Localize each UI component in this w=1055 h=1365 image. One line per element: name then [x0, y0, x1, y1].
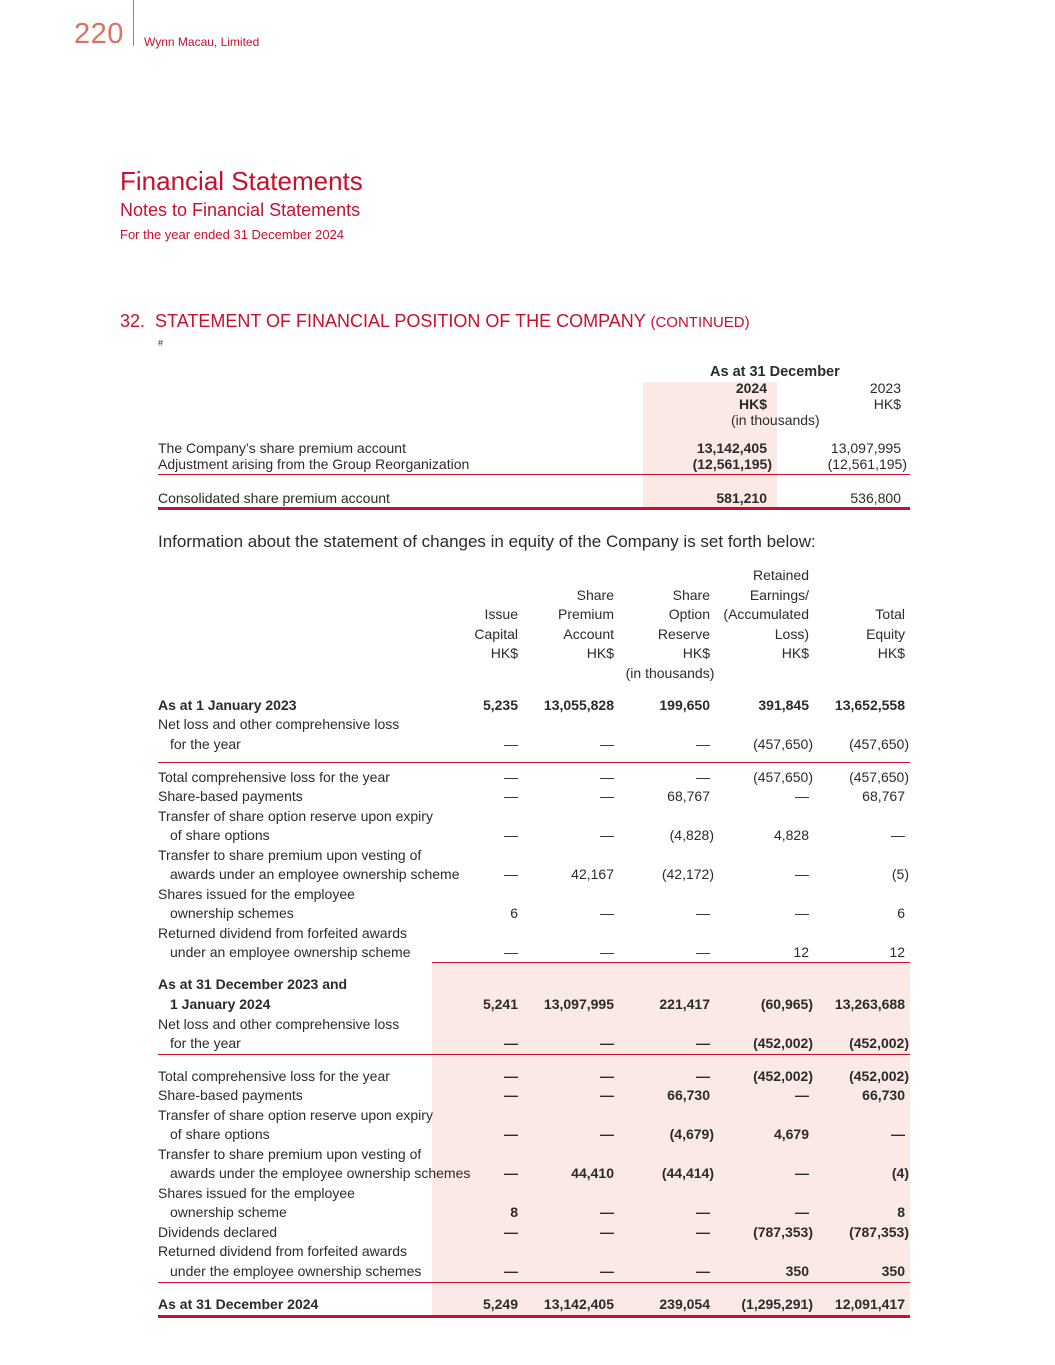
table1-unit: (in thousands) — [731, 412, 820, 428]
table2-row-label-continued: of share options — [170, 1126, 270, 1142]
table2-row-label-continued: awards under the employee ownership schemes — [170, 1165, 471, 1181]
table2-cell: — — [696, 1068, 710, 1084]
table2-column-header: Issue — [484, 606, 518, 622]
table2-column-header: Loss) — [774, 625, 809, 642]
table2-row-label: Net loss and other comprehensive loss — [158, 716, 400, 732]
table2-column-header: Share — [576, 586, 614, 603]
table2-cell: 4,679 — [773, 1126, 809, 1142]
table2-cell: 8 — [897, 1204, 905, 1220]
table2-column-header: Share — [672, 586, 710, 603]
table2-row-label-continued: under the employee ownership schemes — [170, 1263, 422, 1279]
table1-total-2023: 536,800 — [850, 490, 901, 506]
table2-column-header: Retained — [752, 567, 809, 583]
table2-cell: — — [504, 866, 518, 882]
table2-row-label: Total comprehensive loss for the year — [158, 769, 390, 785]
table2-row-label-continued: ownership scheme — [170, 1204, 287, 1220]
table2-cell: 5,235 — [482, 697, 518, 713]
table2-cell: (787,353) — [753, 1224, 813, 1240]
table2-cell: — — [600, 788, 614, 804]
table2-cell: (42,172) — [661, 866, 714, 882]
table2-unit: (in thousands) — [625, 665, 715, 681]
table2-cell: — — [891, 827, 905, 843]
table2-cell: (457,650) — [753, 736, 813, 752]
table2-cell: 13,263,688 — [834, 996, 905, 1012]
table2-cell: 239,054 — [659, 1296, 710, 1312]
table2-row-label: Shares issued for the employee — [158, 1185, 355, 1201]
table2-rule — [158, 1054, 910, 1055]
table2-cell: 12 — [889, 944, 905, 960]
table1-total-label: Consolidated share premium account — [158, 490, 390, 506]
table2-column-header: Earnings/ — [749, 586, 809, 603]
table2-row-label-continued: under an employee ownership scheme — [170, 944, 411, 960]
table2-cell: 6 — [897, 905, 905, 921]
table2-cell: (452,002) — [753, 1068, 813, 1084]
table1-currency-2024: HK$ — [738, 396, 767, 412]
table2-column-header: Capital — [474, 625, 518, 642]
page-title: Financial Statements — [120, 166, 363, 196]
table2-cell: (44,414) — [661, 1165, 714, 1181]
footnote-marker: # — [158, 338, 164, 348]
table2-column-header: Option — [668, 606, 710, 622]
table2-cell: — — [504, 1087, 518, 1103]
table2-cell: — — [795, 1087, 809, 1103]
table2-cell: (787,353) — [849, 1224, 909, 1240]
note-number: 32. — [120, 311, 146, 331]
table2-cell: — — [696, 736, 710, 752]
table2-column-header: Reserve — [657, 625, 710, 642]
table2-cell: (4) — [891, 1165, 909, 1181]
table2-cell: 42,167 — [571, 866, 614, 882]
table2-row-label: Returned dividend from forfeited awards — [158, 925, 408, 941]
table2-row-label-continued: 1 January 2024 — [170, 996, 271, 1012]
table2-row-label-continued: ownership schemes — [170, 905, 294, 921]
table2-cell: 5,249 — [482, 1296, 518, 1312]
table2-cell: 4,828 — [773, 827, 809, 843]
table2-cell: 12 — [793, 944, 809, 960]
table2-cell: — — [600, 736, 614, 752]
table2-cell: 221,417 — [659, 996, 710, 1012]
table2-cell: 66,730 — [862, 1087, 905, 1103]
table2-cell: (5) — [891, 866, 909, 882]
table2-cell: — — [600, 769, 614, 785]
table2-row-label: Transfer to share premium upon vesting of — [158, 847, 422, 863]
table2-cell: — — [504, 1263, 518, 1279]
page-number: 220 — [74, 18, 124, 50]
table2-cell: — — [600, 944, 614, 960]
table2-cell: — — [504, 827, 518, 843]
table2-column-header: Total — [875, 606, 905, 622]
table2-cell: — — [504, 788, 518, 804]
table2-cell: — — [504, 1165, 518, 1181]
table2-cell: 350 — [881, 1263, 905, 1279]
table2-cell: — — [600, 1087, 614, 1103]
table1-total-2024: 581,210 — [716, 490, 767, 506]
table2-cell: — — [696, 1224, 710, 1240]
table2-cell: (457,650) — [753, 769, 813, 785]
table2-rule — [158, 1282, 910, 1283]
table2-cell: — — [795, 1165, 809, 1181]
table2-cell: — — [504, 736, 518, 752]
table2-row-label-continued: of share options — [170, 827, 270, 843]
table2-cell: (452,002) — [849, 1035, 909, 1051]
table2-cell: — — [600, 1224, 614, 1240]
table2-row-label: Share-based payments — [158, 1087, 303, 1103]
table2-cell: 13,097,995 — [543, 996, 614, 1012]
table1-subtotal-rule — [158, 474, 910, 475]
table2-cell: — — [795, 866, 809, 882]
table2-cell: 12,091,417 — [834, 1296, 905, 1312]
table2-column-header: Account — [563, 625, 614, 642]
table1-row-value-2023: (12,561,195) — [827, 456, 907, 472]
table2-cell: — — [696, 905, 710, 921]
table2-row-label: Transfer of share option reserve upon expiry — [158, 808, 433, 824]
table2-row-label: Dividends declared — [158, 1224, 278, 1240]
table2-cell: — — [600, 1035, 614, 1051]
table2-cell: 44,410 — [571, 1165, 614, 1181]
table2-cell: 13,142,405 — [543, 1296, 614, 1312]
table2-cell: (60,965) — [760, 996, 813, 1012]
table2-rule — [432, 962, 910, 963]
table1-row-label: The Company’s share premium account — [158, 440, 406, 456]
table2-cell: — — [504, 1035, 518, 1051]
table2-cell: (4,828) — [669, 827, 714, 843]
table2-column-header: (Accumulated — [723, 606, 809, 622]
company-name: Wynn Macau, Limited — [144, 35, 260, 49]
table2-cell: — — [696, 944, 710, 960]
reporting-period: For the year ended 31 December 2024 — [120, 227, 345, 242]
equity-intro-text: Information about the statement of changes in equity of the Company is set forth below: — [158, 532, 816, 551]
table2-cell: — — [504, 769, 518, 785]
table1-row-value-2023: 13,097,995 — [830, 440, 901, 456]
table1-col-2024: 2024 — [735, 380, 767, 396]
table2-cell: — — [504, 1068, 518, 1084]
table2-cell: — — [696, 1263, 710, 1279]
table2-cell: 8 — [510, 1204, 518, 1220]
table2-row-label: As at 31 December 2023 and — [158, 976, 348, 992]
table2-column-header: Equity — [866, 625, 905, 642]
table2-cell: — — [696, 1035, 710, 1051]
table1-row-value-2024: (12,561,195) — [692, 456, 772, 472]
table2-cell: 13,055,828 — [543, 697, 614, 713]
table2-cell: (1,295,291) — [741, 1296, 813, 1312]
table2-cell: — — [696, 1204, 710, 1220]
table2-cell: 199,650 — [659, 697, 710, 713]
table2-column-header: Premium — [557, 606, 614, 622]
table2-cell: — — [600, 1204, 614, 1220]
table2-row-label: Shares issued for the employee — [158, 886, 355, 902]
table2-cell: 391,845 — [758, 697, 809, 713]
table2-cell: — — [504, 1224, 518, 1240]
table2-cell: 68,767 — [667, 788, 710, 804]
table2-row-label: Net loss and other comprehensive loss — [158, 1016, 400, 1032]
table2-row-label-continued: for the year — [170, 1035, 241, 1051]
table1-header: As at 31 December — [710, 364, 840, 380]
table2-cell: — — [600, 827, 614, 843]
table2-row-label: Share-based payments — [158, 788, 303, 804]
table2-cell: — — [600, 905, 614, 921]
table2-row-label: Returned dividend from forfeited awards — [158, 1243, 408, 1259]
table2-cell: 350 — [785, 1263, 809, 1279]
table2-cell: (452,002) — [753, 1035, 813, 1051]
table2-row-label: As at 31 December 2024 — [158, 1296, 319, 1312]
table2-row-label: Transfer to share premium upon vesting of — [158, 1146, 422, 1162]
page-subtitle: Notes to Financial Statements — [120, 200, 361, 220]
table2-cell: 68,767 — [862, 788, 905, 804]
table2-column-header: HK$ — [682, 645, 710, 661]
table2-column-header: HK$ — [877, 645, 905, 661]
table1-total-rule — [158, 507, 910, 510]
table2-row-label-continued: for the year — [170, 736, 241, 752]
table2-cell: 5,241 — [482, 996, 518, 1012]
table2-cell: — — [600, 1068, 614, 1084]
table2-cell: — — [891, 1126, 905, 1142]
table2-cell: — — [600, 1263, 614, 1279]
table2-cell: 66,730 — [667, 1087, 710, 1103]
table2-cell: (457,650) — [849, 736, 909, 752]
note-title: STATEMENT OF FINANCIAL POSITION OF THE COMPANY — [155, 311, 646, 331]
table2-cell: 13,652,558 — [834, 697, 905, 713]
header-divider — [133, 0, 134, 46]
table2-cell: — — [795, 905, 809, 921]
table2-cell: (4,679) — [669, 1126, 714, 1142]
table2-row-label: Transfer of share option reserve upon expiry — [158, 1107, 433, 1123]
table2-column-header: HK$ — [586, 645, 614, 661]
table2-column-header: HK$ — [490, 645, 518, 661]
table2-cell: — — [795, 788, 809, 804]
table2-cell: (457,650) — [849, 769, 909, 785]
table2-cell: — — [696, 769, 710, 785]
table2-row-label: As at 1 January 2023 — [158, 697, 297, 713]
note-continued: (CONTINUED) — [650, 314, 750, 331]
table1-row-value-2024: 13,142,405 — [696, 440, 767, 456]
table2-cell: — — [795, 1204, 809, 1220]
table2-cell: — — [600, 1126, 614, 1142]
table2-row-label: Total comprehensive loss for the year — [158, 1068, 390, 1084]
table2-cell: (452,002) — [849, 1068, 909, 1084]
table2-row-label-continued: awards under an employee ownership scheme — [170, 866, 460, 882]
table1-row-label: Adjustment arising from the Group Reorganization — [158, 456, 470, 472]
table2-column-header: HK$ — [781, 645, 809, 661]
table1-col-2023: 2023 — [869, 380, 901, 396]
table1-currency-2023: HK$ — [873, 396, 901, 412]
table2-rule — [158, 762, 910, 763]
table2-cell: — — [504, 1126, 518, 1142]
table2-cell: — — [504, 944, 518, 960]
table2-final-rule — [158, 1315, 910, 1318]
note-heading — [120, 311, 750, 332]
table2-cell: 6 — [510, 905, 518, 921]
